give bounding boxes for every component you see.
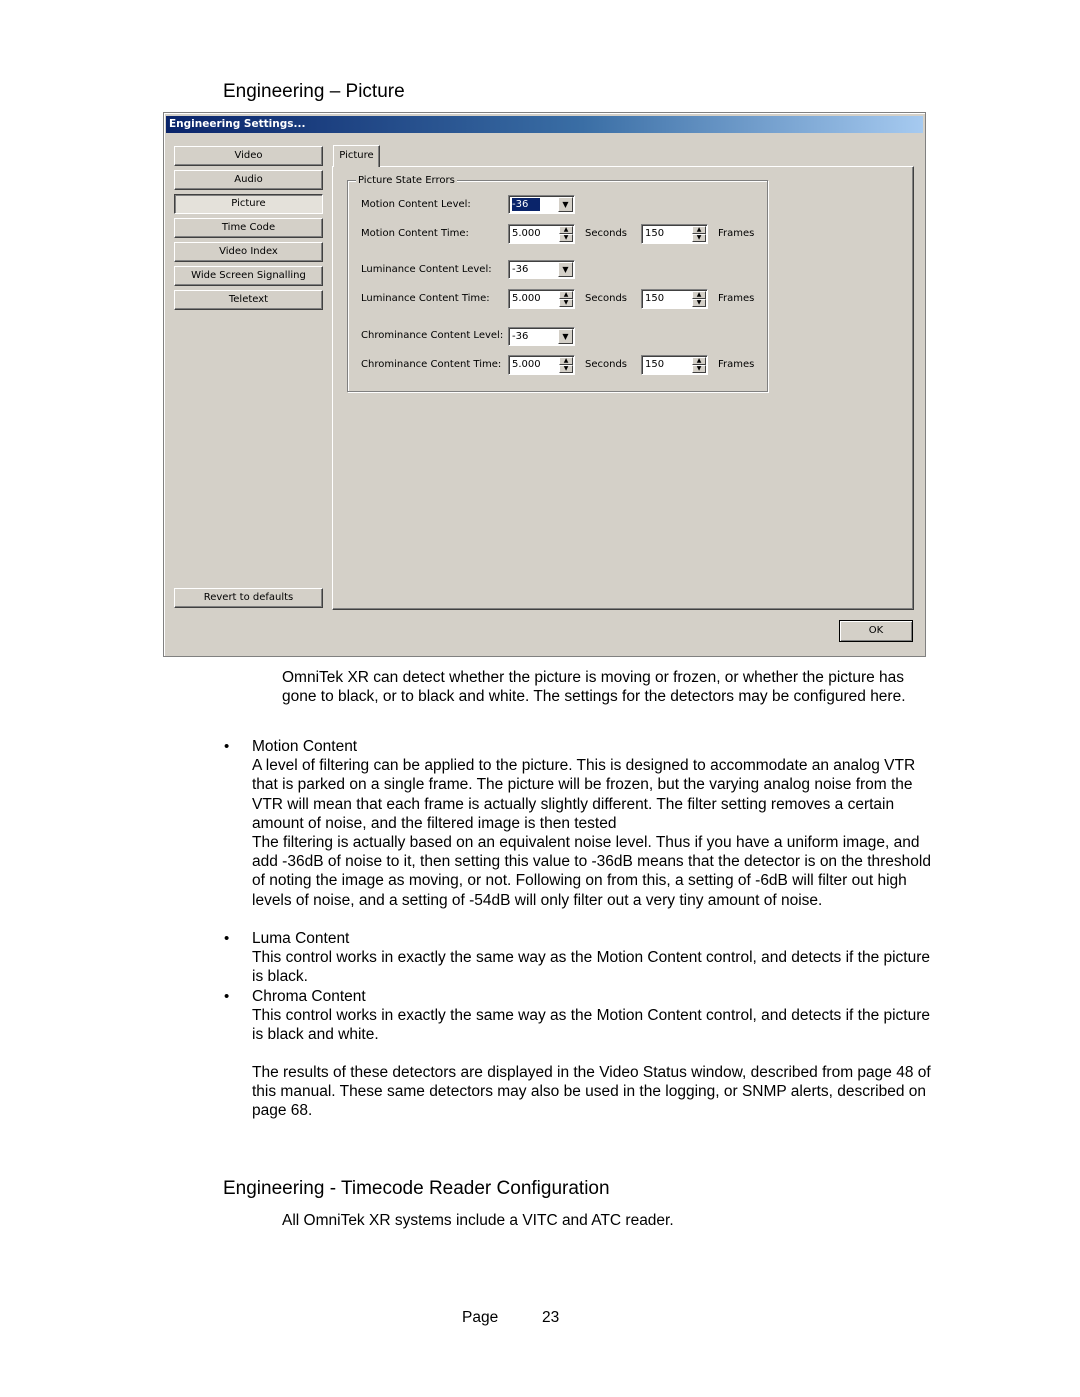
seconds-unit-label: Seconds (585, 293, 628, 304)
spinner-value: 5.000 (512, 359, 541, 370)
bullet-title: Luma Content (252, 930, 350, 947)
page-label: Page (462, 1309, 499, 1326)
combo-value: -36 (512, 264, 529, 275)
combo-value: -36 (512, 198, 540, 211)
spinner-value: 5.000 (512, 293, 541, 304)
chrominance-content-time-label: Chrominance Content Time: (361, 359, 502, 370)
bullet-text-continued: The filtering is actually based on an equivalent noise level. Thus if you have a uniform image, and add -36dB of noise to it, then setting this value to -36dB means that the detector is on the threshold of noting the image as moving, or not. Following on from this, a setting of -6dB will filter out high levels of noise, and a setting of -54dB will only filter out a very tiny amount of noise. (252, 834, 931, 909)
spin-up-icon[interactable]: ▲ (559, 357, 573, 365)
motion-content-frames-spinner[interactable] (641, 224, 708, 244)
chevron-down-icon[interactable]: ▼ (558, 329, 573, 344)
section-heading-timecode: Engineering - Timecode Reader Configuration (223, 1178, 610, 1199)
nav-button-wide-screen-signalling[interactable]: Wide Screen Signalling (174, 266, 323, 286)
spinner-value: 150 (645, 359, 665, 370)
spin-up-icon[interactable]: ▲ (559, 226, 573, 234)
nav-button-teletext[interactable]: Teletext (174, 290, 323, 310)
chrominance-content-level-select[interactable] (508, 327, 575, 346)
chrominance-content-seconds-spinner[interactable] (508, 355, 575, 375)
motion-content-seconds-spinner[interactable] (508, 224, 575, 244)
spinner-value: 5.000 (512, 228, 541, 239)
spin-down-icon[interactable]: ▼ (692, 365, 706, 373)
nav-button-time-code[interactable]: Time Code (174, 218, 323, 238)
nav-button-video-index[interactable]: Video Index (174, 242, 323, 262)
spinner-value: 150 (645, 293, 665, 304)
chrominance-content-level-label: Chrominance Content Level: (361, 330, 504, 341)
luminance-content-seconds-spinner[interactable] (508, 289, 575, 309)
seconds-unit-label: Seconds (585, 228, 628, 239)
seconds-unit-label: Seconds (585, 359, 628, 370)
bullet-chroma-content (252, 987, 942, 1045)
luminance-content-level-select[interactable] (508, 260, 575, 279)
nav-button-picture[interactable]: Picture (174, 194, 323, 214)
spin-up-icon[interactable]: ▲ (692, 226, 706, 234)
spin-down-icon[interactable]: ▼ (559, 234, 573, 242)
timecode-paragraph: All OmniTek XR systems include a VITC and ATC reader. (282, 1212, 674, 1229)
luminance-content-level-label: Luminance Content Level: (361, 264, 492, 275)
spin-down-icon[interactable]: ▼ (692, 234, 706, 242)
spin-down-icon[interactable]: ▼ (692, 299, 706, 307)
bullet-icon: • (224, 988, 230, 1005)
luminance-content-time-label: Luminance Content Time: (361, 293, 490, 304)
nav-button-audio[interactable]: Audio (174, 170, 323, 190)
engineering-settings-dialog (163, 112, 926, 657)
combo-value: -36 (512, 331, 529, 342)
spin-up-icon[interactable]: ▲ (559, 291, 573, 299)
frames-unit-label: Frames (718, 228, 755, 239)
luminance-content-frames-spinner[interactable] (641, 289, 708, 309)
bullet-text: This control works in exactly the same way as the Motion Content control, and detects if the picture is black. (252, 949, 931, 986)
nav-button-video[interactable]: Video (174, 146, 323, 166)
bullet-motion-content (252, 737, 942, 910)
ok-button[interactable]: OK (839, 620, 913, 642)
chevron-down-icon[interactable]: ▼ (558, 262, 573, 277)
bullet-title: Chroma Content (252, 988, 366, 1005)
section-heading-picture: Engineering – Picture (223, 81, 405, 102)
tab-picture[interactable]: Picture (333, 145, 380, 167)
bullet-title: Motion Content (252, 738, 358, 755)
motion-content-level-label: Motion Content Level: (361, 199, 471, 210)
group-title: Picture State Errors (358, 175, 455, 186)
bullet-luma-content (252, 929, 942, 987)
revert-to-defaults-button[interactable]: Revert to defaults (174, 588, 323, 608)
chevron-down-icon[interactable]: ▼ (558, 197, 573, 212)
motion-content-level-select[interactable] (508, 195, 575, 214)
bullet-icon: • (224, 930, 230, 947)
chrominance-content-frames-spinner[interactable] (641, 355, 708, 375)
intro-paragraph: OmniTek XR can detect whether the picture is moving or frozen, or whether the picture has gone to black, or to black and white. The settings for the detectors may be configured here. (282, 669, 906, 706)
bullet-icon: • (224, 738, 230, 755)
spin-up-icon[interactable]: ▲ (692, 357, 706, 365)
motion-content-time-label: Motion Content Time: (361, 228, 469, 239)
spin-up-icon[interactable]: ▲ (692, 291, 706, 299)
results-paragraph: The results of these detectors are displayed in the Video Status window, described from page 48 of this manual. These same detectors may also be used in the logging, or SNMP alerts, described on page 68. (252, 1064, 931, 1120)
spin-down-icon[interactable]: ▼ (559, 365, 573, 373)
bullet-text: A level of filtering can be applied to the picture. This is designed to accommodate an analog VTR that is parked on a single frame. The picture will be frozen, but the varying analog noise from the VTR will mean that each frame is actually slightly different. The filter setting removes a certain amount of noise, and the filtered image is then tested (252, 757, 916, 832)
page-number: 23 (542, 1309, 560, 1326)
frames-unit-label: Frames (718, 293, 755, 304)
spinner-value: 150 (645, 228, 665, 239)
bullet-text: This control works in exactly the same way as the Motion Content control, and detects if the picture is black and white. (252, 1007, 931, 1044)
frames-unit-label: Frames (718, 359, 755, 370)
dialog-titlebar: Engineering Settings... (166, 116, 923, 133)
spin-down-icon[interactable]: ▼ (559, 299, 573, 307)
